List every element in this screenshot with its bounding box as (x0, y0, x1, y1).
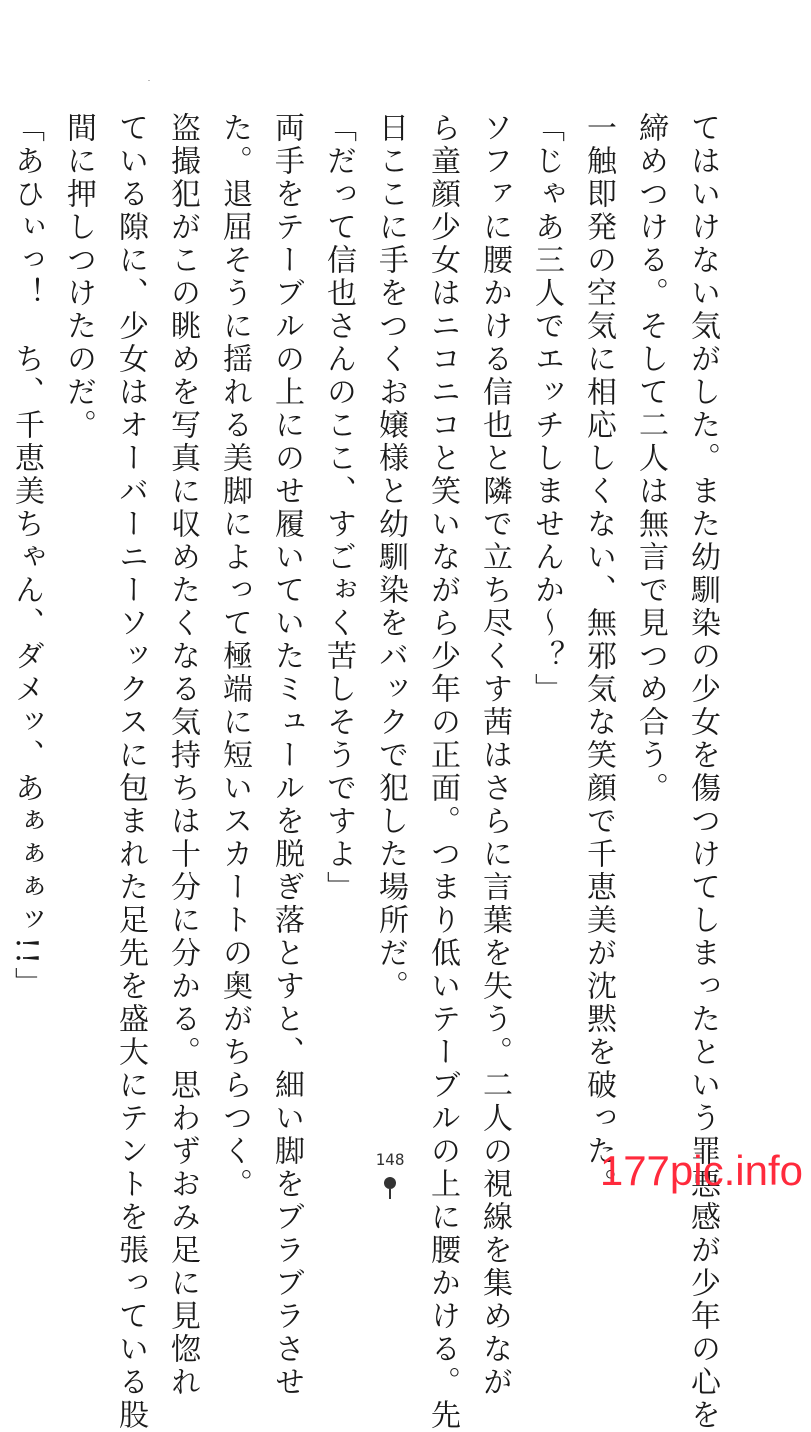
text-line: 「じゃあ三人でエッチしませんか～？」 (529, 112, 564, 706)
text-line: ている隙に、少女はオーバーニーソックスに包まれた足先を盛大にテントを張っている股 (113, 112, 148, 1432)
text-line: 間に押しつけたのだ。 (61, 112, 96, 442)
text-line: 一触即発の空気に相応しくない、無邪気な笑顔で千恵美が沈黙を破った。 (581, 112, 616, 1201)
text-line: 締めつける。そして二人は無言で見つめ合う。 (633, 112, 668, 805)
text-line: 両手をテーブルの上にのせ履いていたミュールを脱ぎ落とすと、細い脚をブラブラさせ (269, 112, 304, 1399)
text-line: た。退屈そうに揺れる美脚によって極端に短いスカートの奥がちらつく。 (217, 112, 252, 1201)
text-line: 「だって信也さんのここ、すごぉく苦しそうですよ」 (321, 112, 356, 904)
page-dot-icon (384, 1177, 396, 1189)
text-line: ソファに腰かける信也と隣で立ち尽くす茜はさらに言葉を失う。二人の視線を集めなが (477, 112, 512, 1399)
text-line: てはいけない気がした。また幼馴染の少女を傷つけてしまったという罪悪感が少年の心を (685, 112, 720, 1432)
print-mark (148, 80, 150, 81)
page-dot-stem (389, 1189, 391, 1199)
text-line: 「あひぃっ！ ち、千恵美ちゃん、ダメッ、あぁぁぁッ!!」 (9, 112, 44, 1001)
page-number: 148 (375, 1150, 405, 1169)
text-line: 日ここに手をつくお嬢様と幼馴染をバックで犯した場所だ。 (373, 112, 408, 1003)
watermark-logo: 177pic.info (599, 1147, 803, 1194)
text-line: ら童顔少女はニコニコと笑いながら少年の正面。つまり低いテーブルの上に腰かける。先 (425, 112, 460, 1432)
text-line: 盗撮犯がこの眺めを写真に収めたくなる気持ちは十分に分かる。思わずおみ足に見惚れ (165, 112, 200, 1399)
